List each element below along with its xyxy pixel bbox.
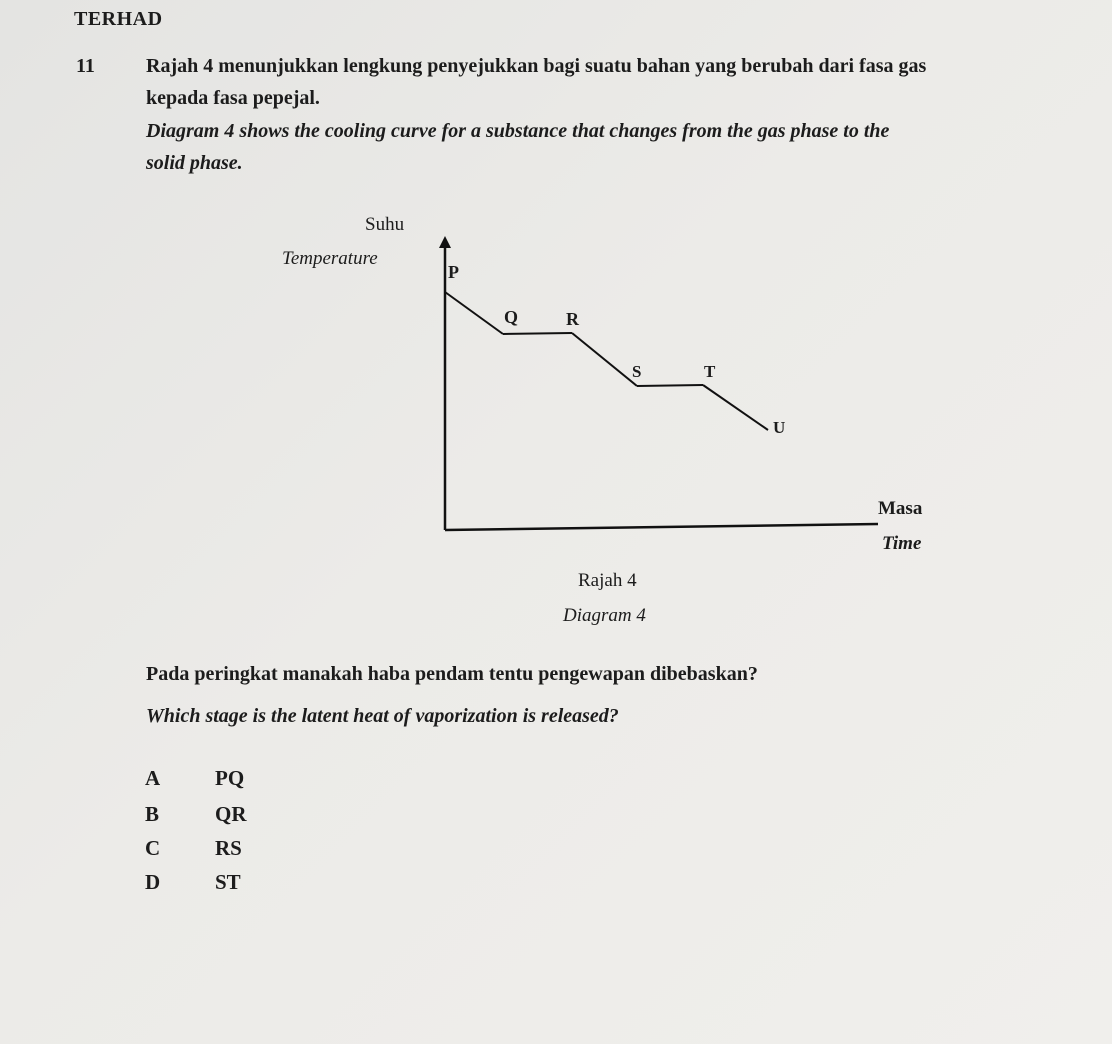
y-axis-label-ms: Suhu	[365, 214, 405, 235]
point-label-p: P	[448, 262, 459, 282]
question-text-en-line2: solid phase.	[146, 152, 243, 174]
segment-pq	[445, 292, 503, 334]
option-letter: D	[145, 870, 161, 894]
question-text-ms-line1: Rajah 4 menunjukkan lengkung penyejukkan bagi suatu bahan yang berubah dari fasa gas	[146, 55, 927, 77]
option-letter: B	[145, 802, 160, 826]
point-label-r: R	[566, 309, 579, 329]
diagram-caption-en: Diagram 4	[563, 605, 646, 626]
option-value: RS	[215, 836, 242, 860]
option-value: PQ	[215, 766, 245, 790]
question-number: 11	[76, 55, 95, 77]
x-axis	[445, 524, 878, 530]
y-axis-arrow	[439, 236, 451, 248]
prompt-ms: Pada peringkat manakah haba pendam tentu pengewapan dibebaskan?	[146, 663, 758, 685]
x-axis-label-en: Time	[882, 533, 922, 554]
segment-qr	[503, 333, 572, 334]
segment-st	[637, 385, 703, 386]
option-letter: A	[145, 766, 161, 790]
y-axis-label-en: Temperature	[282, 248, 378, 269]
point-label-q: Q	[504, 307, 519, 327]
option-value: QR	[215, 802, 247, 826]
x-axis-label-ms: Masa	[878, 498, 923, 519]
prompt-en: Which stage is the latent heat of vaporization is released?	[146, 705, 619, 727]
segment-tu	[703, 385, 768, 430]
option-value: ST	[215, 870, 241, 894]
question-text-en-line1: Diagram 4 shows the cooling curve for a substance that changes from the gas phase to the	[146, 120, 890, 142]
diagram-caption-ms: Rajah 4	[578, 570, 637, 591]
segment-rs	[572, 333, 637, 386]
point-label-u: U	[773, 418, 786, 437]
option-letter: C	[145, 836, 161, 860]
header-tag: TERHAD	[74, 8, 163, 30]
point-label-s: S	[632, 362, 642, 381]
question-text-ms-line2: kepada fasa pepejal.	[146, 87, 320, 109]
point-label-t: T	[704, 362, 716, 381]
